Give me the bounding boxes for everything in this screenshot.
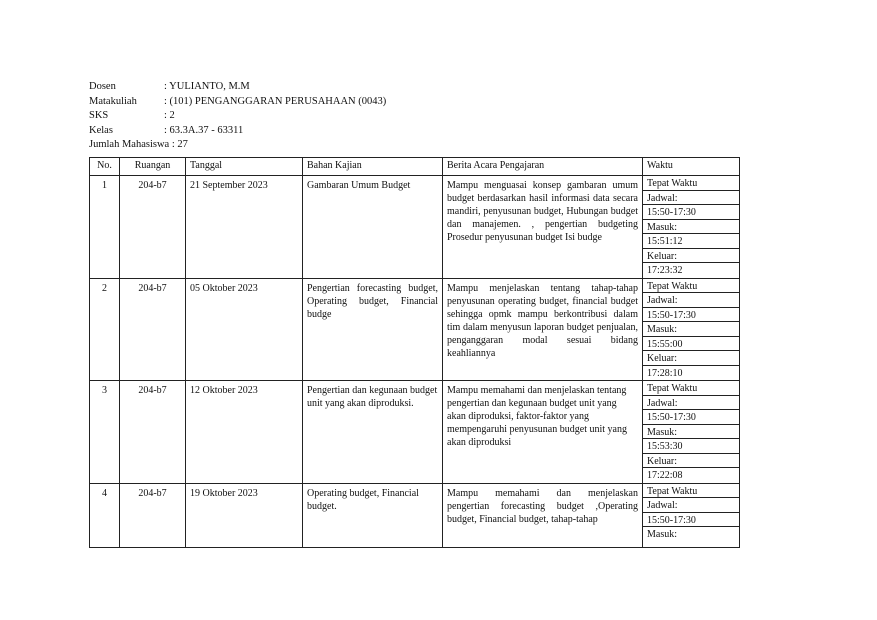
jumlah-mahasiswa: Jumlah Mahasiswa : 27 — [89, 139, 188, 150]
matakuliah-label: Matakuliah — [89, 95, 137, 107]
waktu-jadwal-value: 15:50-17:30 — [643, 205, 739, 220]
waktu-masuk-value: 15:53:30 — [643, 439, 739, 454]
table-row — [90, 278, 740, 381]
cell-tanggal: 19 Oktober 2023 — [186, 483, 303, 547]
cell-tanggal: 12 Oktober 2023 — [186, 381, 303, 484]
cell-waktu — [643, 381, 740, 484]
matakuliah-row — [89, 95, 386, 110]
cell-waktu — [643, 278, 740, 381]
kelas-value: : 63.3A.37 - 63311 — [164, 124, 244, 136]
col-header-waktu: Waktu — [643, 158, 740, 176]
waktu-jadwal-value: 15:50-17:30 — [643, 410, 739, 425]
berita-acara-text: Mampu memahami dan menjelaskan pengertian forecasting budget ,Operating budget, Financial budget, tahap-tahap — [447, 487, 638, 525]
waktu-keluar-label: Keluar: — [643, 351, 739, 366]
dosen-label: Dosen — [89, 81, 116, 92]
cell-no: 1 — [90, 176, 120, 279]
waktu-keluar-label: Keluar: — [643, 454, 739, 469]
waktu-jadwal-label: Jadwal: — [643, 191, 739, 206]
table-header-row — [90, 158, 740, 176]
cell-bahan-kajian: Pengertian dan kegunaan budget unit yang akan diproduksi. — [303, 381, 443, 484]
cell-tanggal: 21 September 2023 — [186, 176, 303, 279]
waktu-masuk-value: 15:51:12 — [643, 234, 739, 249]
sks-row — [89, 109, 386, 124]
sks-label: SKS — [89, 110, 109, 121]
col-header-tanggal: Tanggal — [186, 158, 303, 176]
cell-waktu — [643, 176, 740, 279]
cell-waktu — [643, 483, 740, 547]
cell-tanggal: 05 Oktober 2023 — [186, 278, 303, 381]
teaching-log-table — [89, 157, 740, 548]
cell-bahan-kajian: Gambaran Umum Budget — [303, 176, 443, 279]
waktu-status: Tepat Waktu — [643, 176, 739, 191]
waktu-jadwal-value: 15:50-17:30 — [643, 513, 739, 528]
waktu-keluar-label: Keluar: — [643, 249, 739, 264]
col-header-berita-acara: Berita Acara Pengajaran — [443, 158, 643, 176]
col-header-bahan-kajian: Bahan Kajian — [303, 158, 443, 176]
table-row — [90, 176, 740, 279]
waktu-keluar-value: 17:22:08 — [647, 470, 683, 481]
waktu-jadwal-label: Jadwal: — [643, 293, 739, 308]
cell-no: 2 — [90, 278, 120, 381]
waktu-status: Tepat Waktu — [643, 381, 739, 396]
kelas-row — [89, 124, 386, 139]
waktu-masuk-label: Masuk: — [647, 529, 677, 540]
cell-berita-acara: Mampu menguasai konsep gambaran umum budget berdasarkan hasil informasi data secara mandiri, penyusunan budget, Hubungan budget dan manajemen. , pengertian budgeting Prosedur penyusunan budget Isi budge — [443, 176, 643, 279]
cell-no: 4 — [90, 483, 120, 547]
document-header — [89, 80, 386, 153]
cell-berita-acara: Mampu memahami dan menjelaskan tentang pengertian dan kegunaan budget unit yang akan diproduksi, faktor-faktor yang mempengaruhi penyusunan budget unit yang akan diproduksi — [443, 381, 643, 484]
cell-ruangan: 204-b7 — [120, 381, 186, 484]
col-header-no: No. — [90, 158, 120, 176]
waktu-jadwal-label: Jadwal: — [643, 498, 739, 513]
cell-bahan-kajian: Pengertian forecasting budget, Operating budget, Financial budge — [303, 278, 443, 381]
cell-no: 3 — [90, 381, 120, 484]
waktu-jadwal-label: Jadwal: — [643, 396, 739, 411]
cell-ruangan: 204-b7 — [120, 176, 186, 279]
table-row — [90, 483, 740, 547]
cell-ruangan: 204-b7 — [120, 483, 186, 547]
waktu-masuk-value: 15:55:00 — [643, 337, 739, 352]
sks-value: : 2 — [164, 110, 175, 121]
waktu-status: Tepat Waktu — [643, 484, 739, 499]
dosen-row — [89, 80, 386, 95]
waktu-masuk-label: Masuk: — [643, 425, 739, 440]
cell-berita-acara — [443, 483, 643, 547]
waktu-keluar-value: 17:28:10 — [647, 367, 683, 379]
matakuliah-value: : (101) PENGANGGARAN PERUSAHAAN (0043) — [164, 95, 387, 107]
waktu-status: Tepat Waktu — [643, 279, 739, 294]
table-row — [90, 381, 740, 484]
col-header-ruangan: Ruangan — [120, 158, 186, 176]
waktu-masuk-label: Masuk: — [643, 220, 739, 235]
cell-bahan-kajian: Operating budget, Financial budget. — [303, 483, 443, 547]
cell-ruangan: 204-b7 — [120, 278, 186, 381]
dosen-value: : YULIANTO, M.M — [164, 81, 250, 92]
waktu-jadwal-value: 15:50-17:30 — [643, 308, 739, 323]
kelas-label: Kelas — [89, 124, 113, 136]
waktu-masuk-label: Masuk: — [643, 322, 739, 337]
cell-berita-acara: Mampu menjelaskan tentang tahap-tahap penyusunan operating budget, financial budget sehingga opmk mampu berkontribusi dalam tim dalam menyusun laporan budget penjualan, penganggaran modal sesuai bidang keahliannya — [443, 278, 643, 381]
waktu-keluar-value: 17:23:32 — [647, 265, 683, 276]
